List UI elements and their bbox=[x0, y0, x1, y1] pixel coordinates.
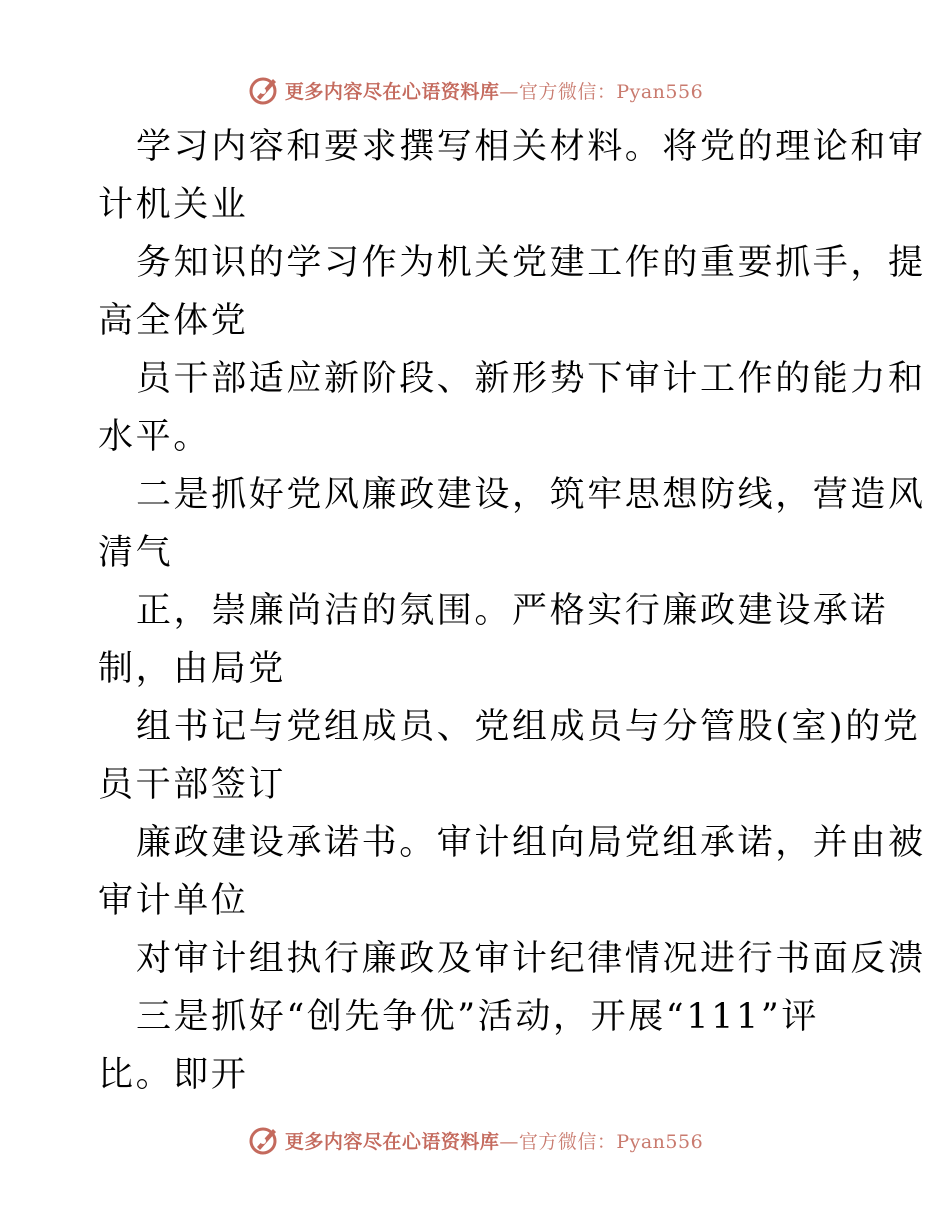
text-line: 组书记与党组成员、党组成员与分管股(室)的党 bbox=[136, 707, 921, 747]
text-line: 清气 bbox=[98, 533, 174, 573]
text-line: 务知识的学习作为机关党建工作的重要抓手，提 bbox=[136, 243, 926, 283]
text-line: 制，由局党 bbox=[98, 649, 287, 689]
text-line: 学习内容和要求撰写相关材料。将党的理论和审 bbox=[136, 127, 926, 167]
text-line: 高全体党 bbox=[98, 301, 249, 341]
header-watermark bbox=[0, 70, 950, 110]
text-line: 比。即开 bbox=[98, 1055, 249, 1095]
text-line: 水平。 bbox=[98, 417, 211, 457]
text-line: 三是抓好“创先争优”活动，开展“111”评 bbox=[136, 997, 819, 1037]
text-line: 计机关业 bbox=[98, 185, 249, 225]
quill-circle-icon bbox=[247, 73, 281, 107]
text-line: 廉政建设承诺书。审计组向局党组承诺，并由被 bbox=[136, 823, 926, 863]
watermark-text: 更多内容尽在心语资料库—官方微信：Pyan556 bbox=[284, 1130, 704, 1153]
watermark-text: 更多内容尽在心语资料库—官方微信：Pyan556 bbox=[284, 80, 704, 103]
text-line: 对审计组执行廉政及审计纪律情况进行书面反溃 bbox=[136, 939, 926, 979]
text-line: 正，崇廉尚洁的氛围。严格实行廉政建设承诺 bbox=[136, 591, 889, 631]
body-text bbox=[98, 118, 926, 1104]
text-line: 审计单位 bbox=[98, 881, 249, 921]
footer-watermark bbox=[0, 1120, 950, 1160]
text-line: 员干部签订 bbox=[98, 765, 287, 805]
text-line: 二是抓好党风廉政建设，筑牢思想防线，营造风 bbox=[136, 475, 926, 515]
text-line: 员干部适应新阶段、新形势下审计工作的能力和 bbox=[136, 359, 926, 399]
quill-circle-icon bbox=[247, 1123, 281, 1157]
